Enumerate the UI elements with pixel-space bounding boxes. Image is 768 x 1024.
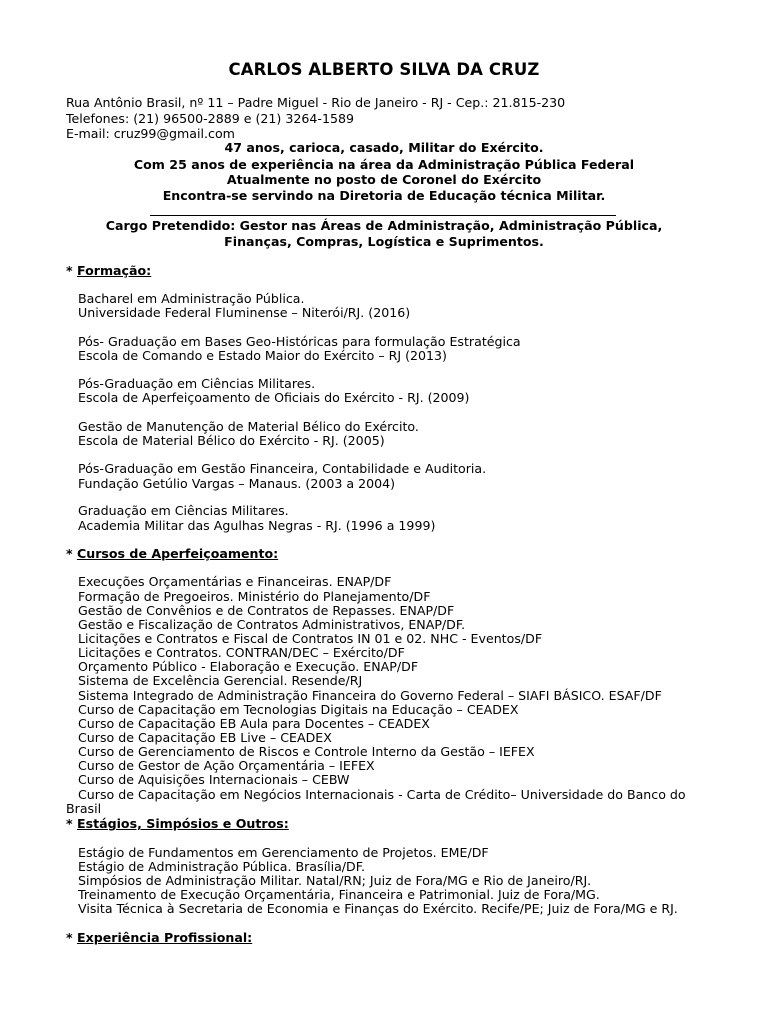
section-title: Estágios, Simpósios e Outros: <box>76 816 289 831</box>
estagio-item: Estágio de Administração Pública. Brasília/DF. <box>78 859 365 874</box>
curso-item: Gestão e Fiscalização de Contratos Administrativos, ENAP/DF. <box>78 617 466 632</box>
address: Rua Antônio Brasil, nº 11 – Padre Miguel - Rio de Janeiro - RJ - Cep.: 21.815-230 <box>66 95 566 110</box>
curso-item: Curso de Gestor de Ação Orçamentária – IEFEX <box>78 758 375 773</box>
objective-line: Finanças, Compras, Logística e Suprimentos. <box>224 234 544 249</box>
phones: Telefones: (21) 96500-2889 e (21) 3264-1589 <box>66 111 354 126</box>
curso-item: Sistema de Excelência Gerencial. Resende/RJ <box>78 673 363 688</box>
formacao-item: Graduação em Ciências Militares. <box>78 503 289 518</box>
bullet: * <box>66 263 73 278</box>
estagio-item: Simpósios de Administração Militar. Natal/RN; Juiz de Fora/MG e Rio de Janeiro/RJ. <box>78 873 592 888</box>
divider <box>150 215 616 216</box>
curso-item: Orçamento Público - Elaboração e Execução. ENAP/DF <box>78 659 419 674</box>
section-heading-estagios <box>66 816 289 831</box>
summary-line: 47 anos, carioca, casado, Militar do Exército. <box>224 140 544 155</box>
formacao-item: Pós- Graduação em Bases Geo-Históricas para formulação Estratégica <box>78 334 521 349</box>
curso-item: Curso de Capacitação EB Aula para Docentes – CEADEX <box>78 716 430 731</box>
bullet: * <box>66 816 73 831</box>
summary-line: Encontra-se servindo na Diretoria de Educação técnica Militar. <box>162 188 606 203</box>
bullet: * <box>66 930 73 945</box>
section-heading-experiencia <box>66 930 252 945</box>
estagio-item: Visita Técnica à Secretaria de Economia e Finanças do Exército. Recife/PE; Juiz de Fora/MG e RJ. <box>78 901 678 916</box>
formacao-item: Fundação Getúlio Vargas – Manaus. (2003 a 2004) <box>78 476 396 491</box>
curso-item: Curso de Aquisições Internacionais – CEBW <box>78 772 350 787</box>
curso-item: Formação de Pregoeiros. Ministério do Planejamento/DF <box>78 589 431 604</box>
formacao-item: Escola de Aperfeiçoamento de Oficiais do Exército - RJ. (2009) <box>78 390 470 405</box>
candidate-name: CARLOS ALBERTO SILVA DA CRUZ <box>228 60 540 79</box>
section-heading-cursos <box>66 546 278 561</box>
curso-item: Curso de Gerenciamento de Riscos e Controle Interno da Gestão – IEFEX <box>78 744 535 759</box>
bullet: * <box>66 546 73 561</box>
curso-item: Curso de Capacitação EB Live – CEADEX <box>78 730 332 745</box>
formacao-item: Gestão de Manutenção de Material Bélico do Exército. <box>78 419 419 434</box>
formacao-item: Pós-Graduação em Ciências Militares. <box>78 376 316 391</box>
section-heading-formacao <box>66 263 151 278</box>
curso-item: Curso de Capacitação em Tecnologias Digitais na Educação – CEADEX <box>78 702 519 717</box>
curso-item-wrap: Brasil <box>66 801 102 816</box>
email: E-mail: cruz99@gmail.com <box>66 126 235 141</box>
curso-item: Licitações e Contratos e Fiscal de Contratos IN 01 e 02. NHC - Eventos/DF <box>78 631 543 646</box>
estagio-item: Treinamento de Execução Orçamentária, Financeira e Patrimonial. Juiz de Fora/MG. <box>78 887 600 902</box>
summary-line: Com 25 anos de experiência na área da Administração Pública Federal <box>133 157 635 172</box>
section-title: Experiência Profissional: <box>76 930 253 945</box>
formacao-item: Escola de Material Bélico do Exército - RJ. (2005) <box>78 433 385 448</box>
formacao-item: Academia Militar das Agulhas Negras - RJ. (1996 a 1999) <box>78 518 436 533</box>
objective-line: Cargo Pretendido: Gestor nas Áreas de Administração, Administração Pública, <box>105 218 663 233</box>
curso-item: Execuções Orçamentárias e Financeiras. ENAP/DF <box>78 574 392 589</box>
section-title: Formação: <box>76 263 152 278</box>
summary-line: Atualmente no posto de Coronel do Exército <box>226 172 542 187</box>
curso-item: Sistema Integrado de Administração Financeira do Governo Federal – SIAFI BÁSICO. ESAF/DF <box>78 688 662 703</box>
formacao-item: Pós-Graduação em Gestão Financeira, Contabilidade e Auditoria. <box>78 461 487 476</box>
curso-item: Curso de Capacitação em Negócios Internacionais - Carta de Crédito– Universidade do Banco do <box>78 787 686 802</box>
section-title: Cursos de Aperfeiçoamento: <box>76 546 279 561</box>
curso-item: Licitações e Contratos. CONTRAN/DEC – Exército/DF <box>78 645 405 660</box>
formacao-item: Universidade Federal Fluminense – Niterói/RJ. (2016) <box>78 305 411 320</box>
formacao-item: Bacharel em Administração Pública. <box>78 291 305 306</box>
formacao-item: Escola de Comando e Estado Maior do Exército – RJ (2013) <box>78 348 447 363</box>
estagio-item: Estágio de Fundamentos em Gerenciamento de Projetos. EME/DF <box>78 845 489 860</box>
curso-item: Gestão de Convênios e de Contratos de Repasses. ENAP/DF <box>78 603 455 618</box>
